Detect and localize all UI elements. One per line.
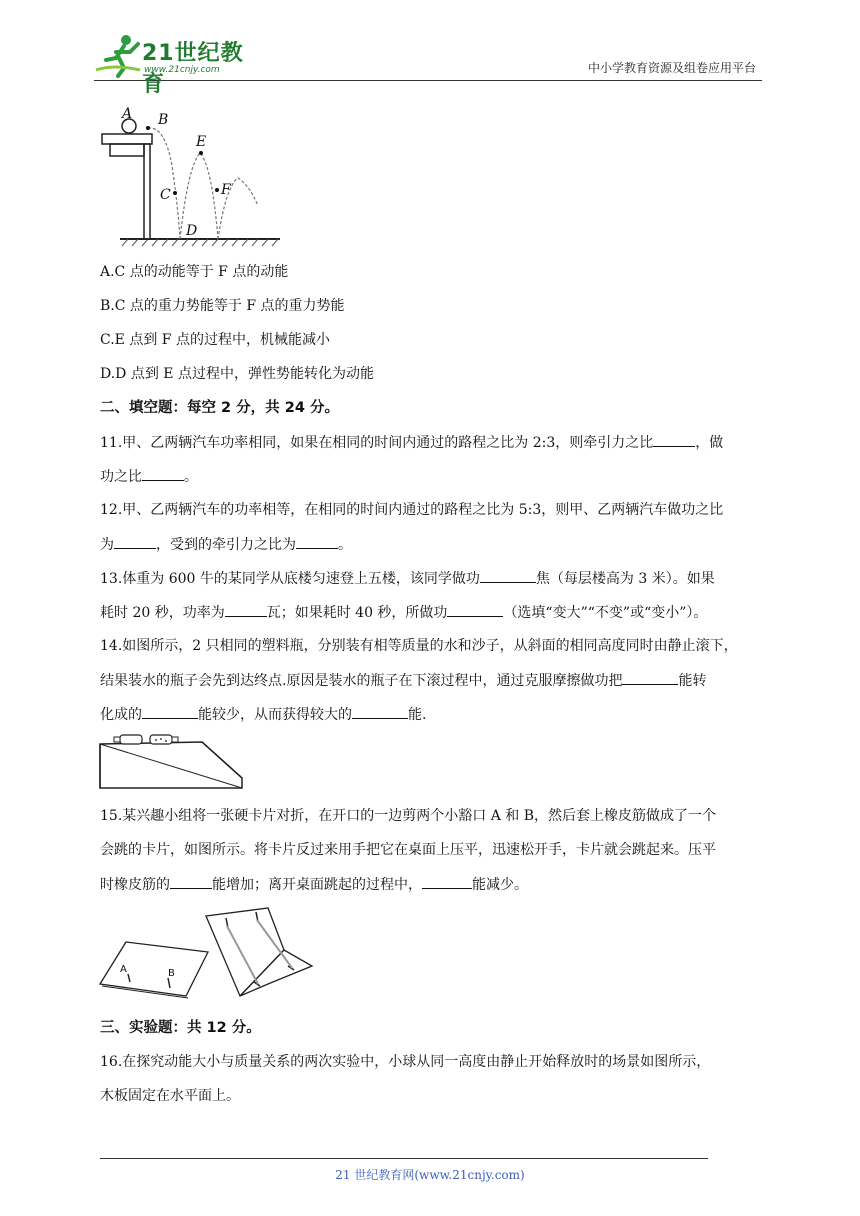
q11-line2 xyxy=(100,466,198,487)
q12-blank-2[interactable] xyxy=(296,534,338,549)
q15-line1: 15.某兴趣小组将一张硬卡片对折，在开口的一边剪两个小豁口 A 和 B，然后套上橡皮筋做成了一个 xyxy=(100,808,717,824)
q11-line1 xyxy=(100,432,723,453)
q15-line2: 会跳的卡片，如图所示。将卡片反过来用手把它在桌面上压平，迅速松开手，卡片就会跳起来。压平 xyxy=(100,842,716,858)
q13-blank-2[interactable] xyxy=(225,602,267,617)
q16-line1: 16.在探究动能大小与质量关系的两次实验中，小球从同一高度由静止开始释放时的场景如图所示， xyxy=(100,1054,711,1070)
section-3-title: 三、实验题：共 12 分。 xyxy=(100,1020,261,1036)
q14-line1: 14.如图所示，2 只相同的塑料瓶，分别装有相等质量的水和沙子，从斜面的相同高度同时由静止滚下， xyxy=(100,638,738,654)
q13-text-e: （选填“变大”“不变”或“变小”）。 xyxy=(503,605,708,621)
q14-text-a: 结果装水的瓶子会先到达终点.原因是装水的瓶子在下滚过程中，通过克服摩擦做功把 xyxy=(100,673,623,689)
option-c: C.E 点到 F 点的过程中，机械能减小 xyxy=(100,332,330,348)
q13-text-b: 焦（每层楼高为 3 米）。如果 xyxy=(535,571,715,587)
page-header xyxy=(94,30,762,97)
ramp-bottles-figure xyxy=(98,730,246,792)
q11-blank-2[interactable] xyxy=(142,466,184,481)
q11-text-d: 。 xyxy=(184,469,198,485)
q12-line1: 12.甲、乙两辆汽车的功率相等，在相同的时间内通过的路程之比为 5:3，则甲、乙两辆汽车做功之比 xyxy=(100,502,724,518)
logo-url: www.21cnjy.com xyxy=(144,65,220,75)
q12-blank-1[interactable] xyxy=(114,534,156,549)
bouncing-ball-figure xyxy=(100,106,285,248)
logo xyxy=(94,30,264,97)
label-c: C xyxy=(160,187,171,203)
notch-label-b: B xyxy=(168,968,175,979)
q14-text-c: 化成的 xyxy=(100,707,142,723)
q15-line3 xyxy=(100,874,528,895)
q14-text-b: 能转 xyxy=(678,673,707,689)
q12-line2 xyxy=(100,534,352,555)
notch-label-a: A xyxy=(120,964,127,975)
option-a: A.C 点的动能等于 F 点的动能 xyxy=(100,264,289,280)
q14-blank-2[interactable] xyxy=(142,704,198,719)
q14-line3 xyxy=(100,704,426,725)
q14-line2 xyxy=(100,670,706,691)
q11-text-c: 功之比 xyxy=(100,469,142,485)
q15-text-b: 能增加；离开桌面跳起的过程中， xyxy=(212,877,422,893)
q13-line2 xyxy=(100,602,707,623)
label-f: F xyxy=(221,182,231,198)
q16-line2: 木板固定在水平面上。 xyxy=(100,1088,240,1104)
label-a: A xyxy=(122,106,133,122)
footer-divider xyxy=(100,1158,708,1159)
q12-text-c: 。 xyxy=(338,537,352,553)
jumping-card-figure xyxy=(98,906,318,1002)
section-2-title: 二、填空题：每空 2 分，共 24 分。 xyxy=(100,400,339,416)
q14-blank-1[interactable] xyxy=(622,670,678,685)
q11-text-b: ，做 xyxy=(695,435,724,451)
q15-text-c: 能减少。 xyxy=(472,877,528,893)
q15-text-a: 时橡皮筋的 xyxy=(100,877,170,893)
q11-blank-1[interactable] xyxy=(653,432,695,447)
q15-blank-2[interactable] xyxy=(422,874,472,889)
option-b: B.C 点的重力势能等于 F 点的重力势能 xyxy=(100,298,345,314)
q13-text-c: 耗时 20 秒，功率为 xyxy=(100,605,225,621)
q15-blank-1[interactable] xyxy=(170,874,212,889)
q14-blank-3[interactable] xyxy=(352,704,408,719)
option-d: D.D 点到 E 点过程中，弹性势能转化为动能 xyxy=(100,366,374,382)
label-e: E xyxy=(196,134,207,150)
q13-line1 xyxy=(100,568,715,589)
runner-icon xyxy=(94,30,144,78)
q11-text-a: 11.甲、乙两辆汽车功率相同，如果在相同的时间内通过的路程之比为 2:3，则牵引力之比 xyxy=(100,435,654,451)
q14-text-d: 能较少，从而获得较大的 xyxy=(198,707,352,723)
q13-text-d: 瓦；如果耗时 40 秒，所做功 xyxy=(266,605,448,621)
q13-blank-1[interactable] xyxy=(480,568,536,583)
q12-text-b: ，受到的牵引力之比为 xyxy=(156,537,296,553)
q14-text-e: 能. xyxy=(408,707,427,723)
page-footer: 21 世纪教育网(www.21cnjy.com) xyxy=(335,1168,525,1182)
q13-blank-3[interactable] xyxy=(447,602,503,617)
q13-text-a: 13.体重为 600 牛的某同学从底楼匀速登上五楼，该同学做功 xyxy=(100,571,480,587)
platform-name: 中小学教育资源及组卷应用平台 xyxy=(587,61,756,75)
label-d: D xyxy=(186,223,198,239)
q12-text-a: 为 xyxy=(100,537,114,553)
label-b: B xyxy=(158,112,169,128)
logo-text: 21世纪教育 xyxy=(142,41,244,97)
bottle-water-icon xyxy=(114,735,142,744)
